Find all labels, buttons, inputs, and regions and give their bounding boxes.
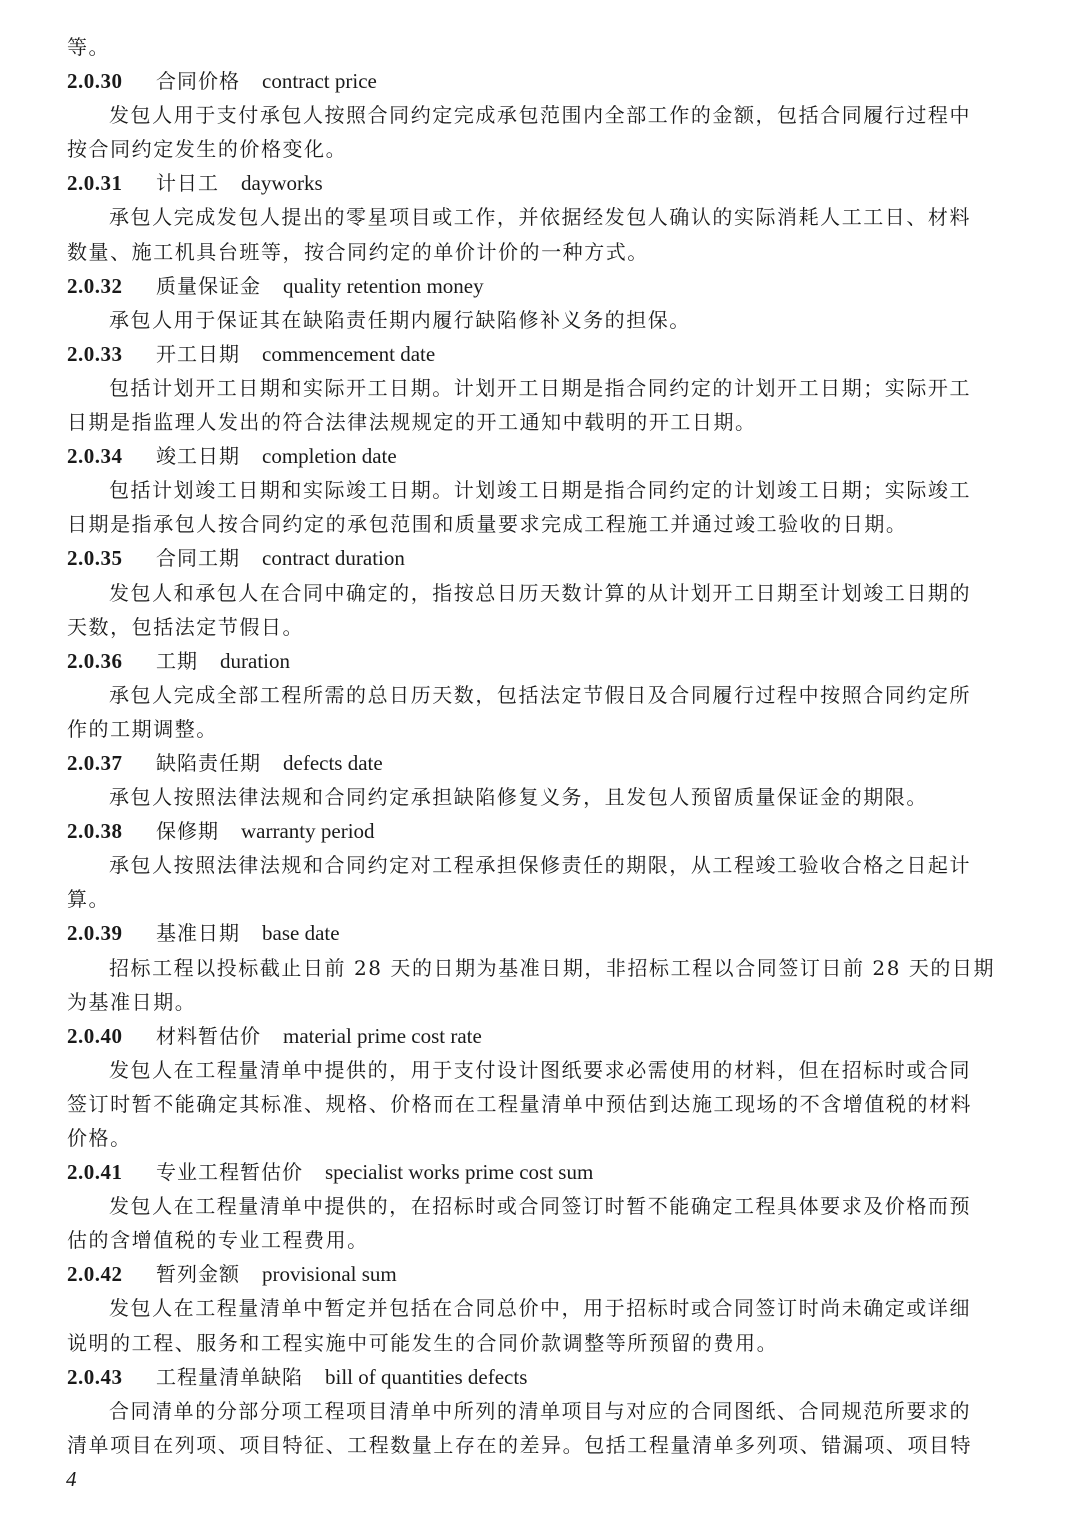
term-definition-line: 签订时暂不能确定其标准、规格、价格而在工程量清单中预估到达施工现场的不含增值税的材料 xyxy=(67,1091,973,1116)
term-heading xyxy=(67,1155,1012,1189)
term-definition-line: 清单项目在列项、项目特征、工程数量上存在的差异。包括工程量清单多列项、错漏项、项目特 xyxy=(67,1432,973,1457)
term-heading xyxy=(67,439,1012,473)
term-chinese-name: 合同工期 xyxy=(156,546,240,571)
term-english-name: material prime cost rate xyxy=(283,1023,482,1048)
term-heading xyxy=(67,541,1012,575)
term-heading xyxy=(67,269,1012,303)
term-chinese-name: 开工日期 xyxy=(156,341,240,366)
term-definition-line: 承包人用于保证其在缺陷责任期内履行缺陷修补义务的担保。 xyxy=(109,307,691,332)
term-english-name: specialist works prime cost sum xyxy=(325,1160,594,1185)
term-chinese-name: 暂列金额 xyxy=(156,1262,240,1287)
term-english-name: bill of quantities defects xyxy=(325,1364,528,1389)
term-english-name: commencement date xyxy=(262,341,436,366)
term-chinese-name: 质量保证金 xyxy=(156,273,261,298)
term-chinese-name: 基准日期 xyxy=(156,921,240,946)
term-entry xyxy=(67,1019,1012,1155)
term-definition-line: 为基准日期。 xyxy=(67,989,197,1014)
term-chinese-name: 合同价格 xyxy=(156,69,240,94)
term-entry xyxy=(67,1155,1012,1257)
term-number: 2.0.34 xyxy=(67,444,123,469)
term-definition-line: 承包人按照法律法规和合同约定承担缺陷修复义务，且发包人预留质量保证金的期限。 xyxy=(109,785,928,810)
term-definition-line: 承包人完成全部工程所需的总日历天数，包括法定节假日及合同履行过程中按照合同约定所 xyxy=(109,682,971,707)
term-definition-line: 作的工期调整。 xyxy=(67,716,218,741)
page-number: 4 xyxy=(66,1467,77,1491)
term-entry xyxy=(67,541,1012,643)
term-definition-line: 发包人用于支付承包人按照合同约定完成承包范围内全部工作的金额，包括合同履行过程中 xyxy=(109,103,971,128)
term-definition-line: 承包人按照法律法规和合同约定对工程承担保修责任的期限，从工程竣工验收合格之日起计 xyxy=(109,853,971,878)
term-number: 2.0.36 xyxy=(67,648,123,673)
term-entry xyxy=(67,746,1012,814)
term-definition-line: 日期是指监理人发出的符合法律法规规定的开工通知中载明的开工日期。 xyxy=(67,410,757,435)
term-heading xyxy=(67,166,1012,200)
term-heading xyxy=(67,746,1012,780)
term-number: 2.0.40 xyxy=(67,1023,123,1048)
term-number: 2.0.41 xyxy=(67,1160,123,1185)
term-entry xyxy=(67,166,1012,268)
term-definition-line: 发包人在工程量清单中提供的，用于支付设计图纸要求必需使用的材料，但在招标时或合同 xyxy=(109,1057,971,1082)
term-entry xyxy=(67,337,1012,439)
term-heading xyxy=(67,1019,1012,1053)
term-heading xyxy=(67,916,1012,950)
term-chinese-name: 工期 xyxy=(156,648,198,673)
term-entry xyxy=(67,64,1012,166)
term-english-name: completion date xyxy=(262,444,397,469)
term-chinese-name: 保修期 xyxy=(156,819,219,844)
term-definition-line: 发包人和承包人在合同中确定的，指按总日历天数计算的从计划开工日期至计划竣工日期的 xyxy=(109,580,971,605)
term-english-name: base date xyxy=(262,921,340,946)
term-definition-line: 按合同约定发生的价格变化。 xyxy=(67,137,348,162)
term-number: 2.0.35 xyxy=(67,546,123,571)
term-english-name: dayworks xyxy=(241,171,323,196)
term-definition-line: 日期是指承包人按合同约定的承包范围和质量要求完成工程施工并通过竣工验收的日期。 xyxy=(67,512,908,537)
term-definition-line: 价格。 xyxy=(67,1126,132,1150)
term-definition-line: 发包人在工程量清单中暂定并包括在合同总价中，用于招标时或合同签订时尚未确定或详细 xyxy=(109,1296,971,1321)
term-english-name: duration xyxy=(220,648,290,673)
term-chinese-name: 计日工 xyxy=(156,171,219,196)
terms-list xyxy=(67,64,1012,1462)
term-definition-line: 数量、施工机具台班等，按合同约定的单价计价的一种方式。 xyxy=(67,239,649,264)
term-number: 2.0.37 xyxy=(67,750,123,775)
term-entry xyxy=(67,916,1012,1018)
term-chinese-name: 工程量清单缺陷 xyxy=(156,1364,303,1389)
term-definition-line: 包括计划竣工日期和实际竣工日期。计划竣工日期是指合同约定的计划竣工日期；实际竣工 xyxy=(109,478,971,503)
term-entry xyxy=(67,439,1012,541)
term-heading xyxy=(67,64,1012,98)
term-english-name: quality retention money xyxy=(283,273,484,298)
term-chinese-name: 材料暂估价 xyxy=(156,1023,261,1048)
term-number: 2.0.38 xyxy=(67,819,123,844)
term-entry xyxy=(67,1257,1012,1359)
term-chinese-name: 缺陷责任期 xyxy=(156,750,261,775)
term-number: 2.0.42 xyxy=(67,1262,123,1287)
term-heading xyxy=(67,1360,1012,1394)
term-english-name: contract price xyxy=(262,69,377,94)
term-number: 2.0.39 xyxy=(67,921,123,946)
term-heading xyxy=(67,644,1012,678)
term-definition-line: 包括计划开工日期和实际开工日期。计划开工日期是指合同约定的计划开工日期；实际开工 xyxy=(109,375,971,400)
term-english-name: provisional sum xyxy=(262,1262,397,1287)
term-number: 2.0.43 xyxy=(67,1364,123,1389)
term-number: 2.0.33 xyxy=(67,341,123,366)
term-definition-line: 发包人在工程量清单中提供的，在招标时或合同签订时暂不能确定工程具体要求及价格而预 xyxy=(109,1194,971,1219)
term-definition-line: 承包人完成发包人提出的零星项目或工作，并依据经发包人确认的实际消耗人工工日、材料 xyxy=(109,205,971,230)
term-heading xyxy=(67,814,1012,848)
term-entry xyxy=(67,1360,1012,1462)
term-heading xyxy=(67,1257,1012,1291)
term-heading xyxy=(67,337,1012,371)
term-definition-line: 天数，包括法定节假日。 xyxy=(67,614,305,639)
term-definition-line: 算。 xyxy=(67,887,111,912)
term-definition-line: 估的含增值税的专业工程费用。 xyxy=(67,1228,369,1253)
term-number: 2.0.30 xyxy=(67,69,123,94)
term-definition-line: 说明的工程、服务和工程实施中可能发生的合同价款调整等所预留的费用。 xyxy=(67,1330,779,1355)
term-english-name: contract duration xyxy=(262,546,405,571)
term-number: 2.0.32 xyxy=(67,273,123,298)
term-entry xyxy=(67,269,1012,337)
term-english-name: defects date xyxy=(283,750,383,775)
term-definition-line: 合同清单的分部分项工程项目清单中所列的清单项目与对应的合同图纸、合同规范所要求的 xyxy=(109,1398,971,1423)
term-chinese-name: 专业工程暂估价 xyxy=(156,1160,303,1185)
term-entry xyxy=(67,814,1012,916)
term-chinese-name: 竣工日期 xyxy=(156,444,240,469)
term-entry xyxy=(67,644,1012,746)
term-definition-line: 招标工程以投标截止日前 28 天的日期为基准日期，非招标工程以合同签订日前 28 天的日期 xyxy=(109,955,996,980)
leading-text: 等。 xyxy=(67,35,111,59)
term-english-name: warranty period xyxy=(241,819,375,844)
term-number: 2.0.31 xyxy=(67,171,123,196)
